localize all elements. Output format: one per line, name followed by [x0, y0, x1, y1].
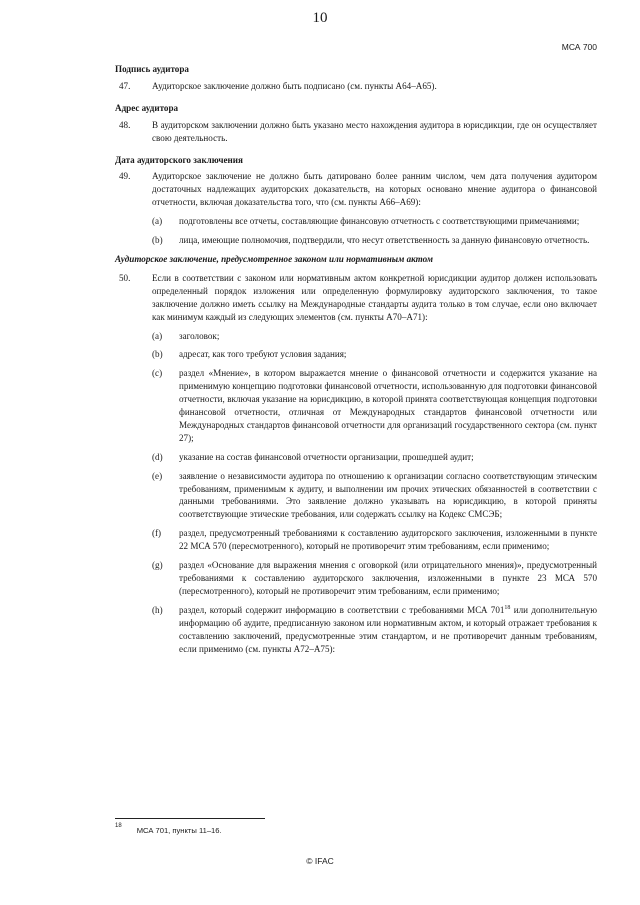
main-content: [115, 63, 597, 661]
item-text-part: или дополнительную информацию об аудите, предписанную законом или нормативным актом, и который отражает требования к составлению заключений, предусмотренные этим стандартом, и не противоречит данным требованиям, если применимо (см. пункты А72–А75):: [179, 604, 597, 654]
list-item: [152, 470, 597, 522]
item-text: раздел «Основание для выражения мнения с оговоркой (или отрицательного мнения)», предусмотренный требованиями к составлению аудиторского заключения, изложенными в пункте 23 МСА 570 (пересмотренного), который не противоречит этим требованиям, если применимо;: [179, 560, 597, 596]
item-label: (c): [152, 368, 163, 379]
list-item: [152, 234, 597, 247]
footnote-divider: [115, 818, 265, 819]
paragraph-text: В аудиторском заключении должно быть указано место нахождения аудитора в юрисдикции, где он осуществляет свою деятельность.: [152, 119, 597, 143]
item-label: (a): [152, 330, 163, 341]
paragraph-number: 50.: [119, 272, 131, 283]
item-text: раздел, предусмотренный требованиями к составлению аудиторского заключения, изложенными в пункте 22 МСА 570 (пересмотренного), который не противоречит этим требованиям, если применимо;: [179, 528, 597, 552]
item-text: [179, 604, 597, 656]
item-text: подготовлены все отчеты, составляющие финансовую отчетность с соответствующими примечаниями;: [179, 216, 580, 227]
footnote-text: МСА 701, пункты 11–16.: [136, 826, 222, 835]
item-text-part: раздел, который содержит информацию в соответствии с требованиями МСА 701: [179, 604, 505, 615]
paragraph-text: Аудиторское заключение должно быть подписано (см. пункты А64–А65).: [152, 80, 437, 91]
list-item: [152, 604, 597, 656]
footnote-reference[interactable]: 18: [504, 604, 511, 611]
document-code: МСА 700: [561, 42, 597, 52]
item-label: (g): [152, 560, 163, 571]
list-item: [152, 215, 597, 228]
item-text: указание на состав финансовой отчетности организации, прошедшей аудит;: [179, 451, 474, 462]
list-item: [152, 559, 597, 598]
list-item: [152, 330, 597, 343]
paragraph-47: [115, 80, 597, 93]
paragraph-number: 47.: [119, 80, 131, 91]
paragraph-number: 48.: [119, 119, 131, 130]
item-label: (h): [152, 604, 163, 615]
paragraph-49: [115, 170, 597, 209]
list-item: [152, 451, 597, 464]
item-text: раздел «Мнение», в котором выражается мнение о финансовой отчетности и содержится указание на применимую концепцию подготовки финансовой отчетности, использованную для подготовки финансовой отчетности, включая указание на юрисдикцию, в которой принята соответствующая концепция подготовки финансовой отчетности, отличная от Международных стандартов финансовой отчетности или Международных стандартов финансовой отчетности для организаций государственного сектора (см. пункт 27);: [179, 368, 597, 443]
item-text: заголовок;: [179, 330, 220, 341]
item-text: заявление о независимости аудитора по отношению к организации согласно соответствующим этическим требованиям, применимым к аудиту, и выполнении им прочих этических обязанностей в соответствии с данными требованиями. Это заявление должно указывать на юрисдикцию, в которой приняты соответствующие этические требования, или содержать ссылку на Кодекс СМСЭБ;: [179, 470, 597, 520]
paragraph-text: Если в соответствии с законом или нормативным актом конкретной юрисдикции аудитор должен использовать определенный порядок изложения или определенную формулировку аудиторского заключения, то такое заключение должно иметь ссылку на Международные стандарты аудита только в том случае, если оно включает как минимум каждый из следующих элементов (см. пункты А70–А71):: [152, 272, 597, 322]
item-label: (a): [152, 216, 163, 227]
item-text: адресат, как того требуют условия задания;: [179, 349, 347, 360]
page-number: 10: [312, 10, 328, 26]
item-label: (b): [152, 349, 163, 360]
section-heading: Дата аудиторского заключения: [115, 154, 243, 165]
section-heading: Адрес аудитора: [115, 102, 179, 113]
paragraph-48: [115, 119, 597, 145]
paragraph-number: 49.: [119, 171, 131, 182]
item-label: (e): [152, 470, 163, 481]
item-label: (d): [152, 451, 163, 462]
item-label: (b): [152, 235, 163, 246]
list-item: [152, 367, 597, 444]
item-text: лица, имеющие полномочия, подтвердили, что несут ответственность за данную финансовую отчетность.: [179, 235, 590, 246]
list-item: [152, 348, 597, 361]
paragraph-50: [115, 272, 597, 324]
copyright-footer: © IFAC: [306, 856, 334, 866]
footnote-mark: 18: [115, 823, 122, 829]
section-heading: Аудиторское заключение, предусмотренное законом или нормативным актом: [115, 253, 434, 264]
footnote: [115, 823, 222, 835]
paragraph-text: Аудиторское заключение не должно быть датировано более ранним числом, чем дата получения аудитором достаточных надлежащих аудиторских доказательств, на которых основано мнение аудитора о финансовой отчетности, включая доказательства того, что (см. пункты А66–А69):: [152, 171, 597, 208]
section-heading: Подпись аудитора: [115, 64, 189, 74]
item-label: (f): [152, 528, 162, 539]
list-item: [152, 527, 597, 553]
